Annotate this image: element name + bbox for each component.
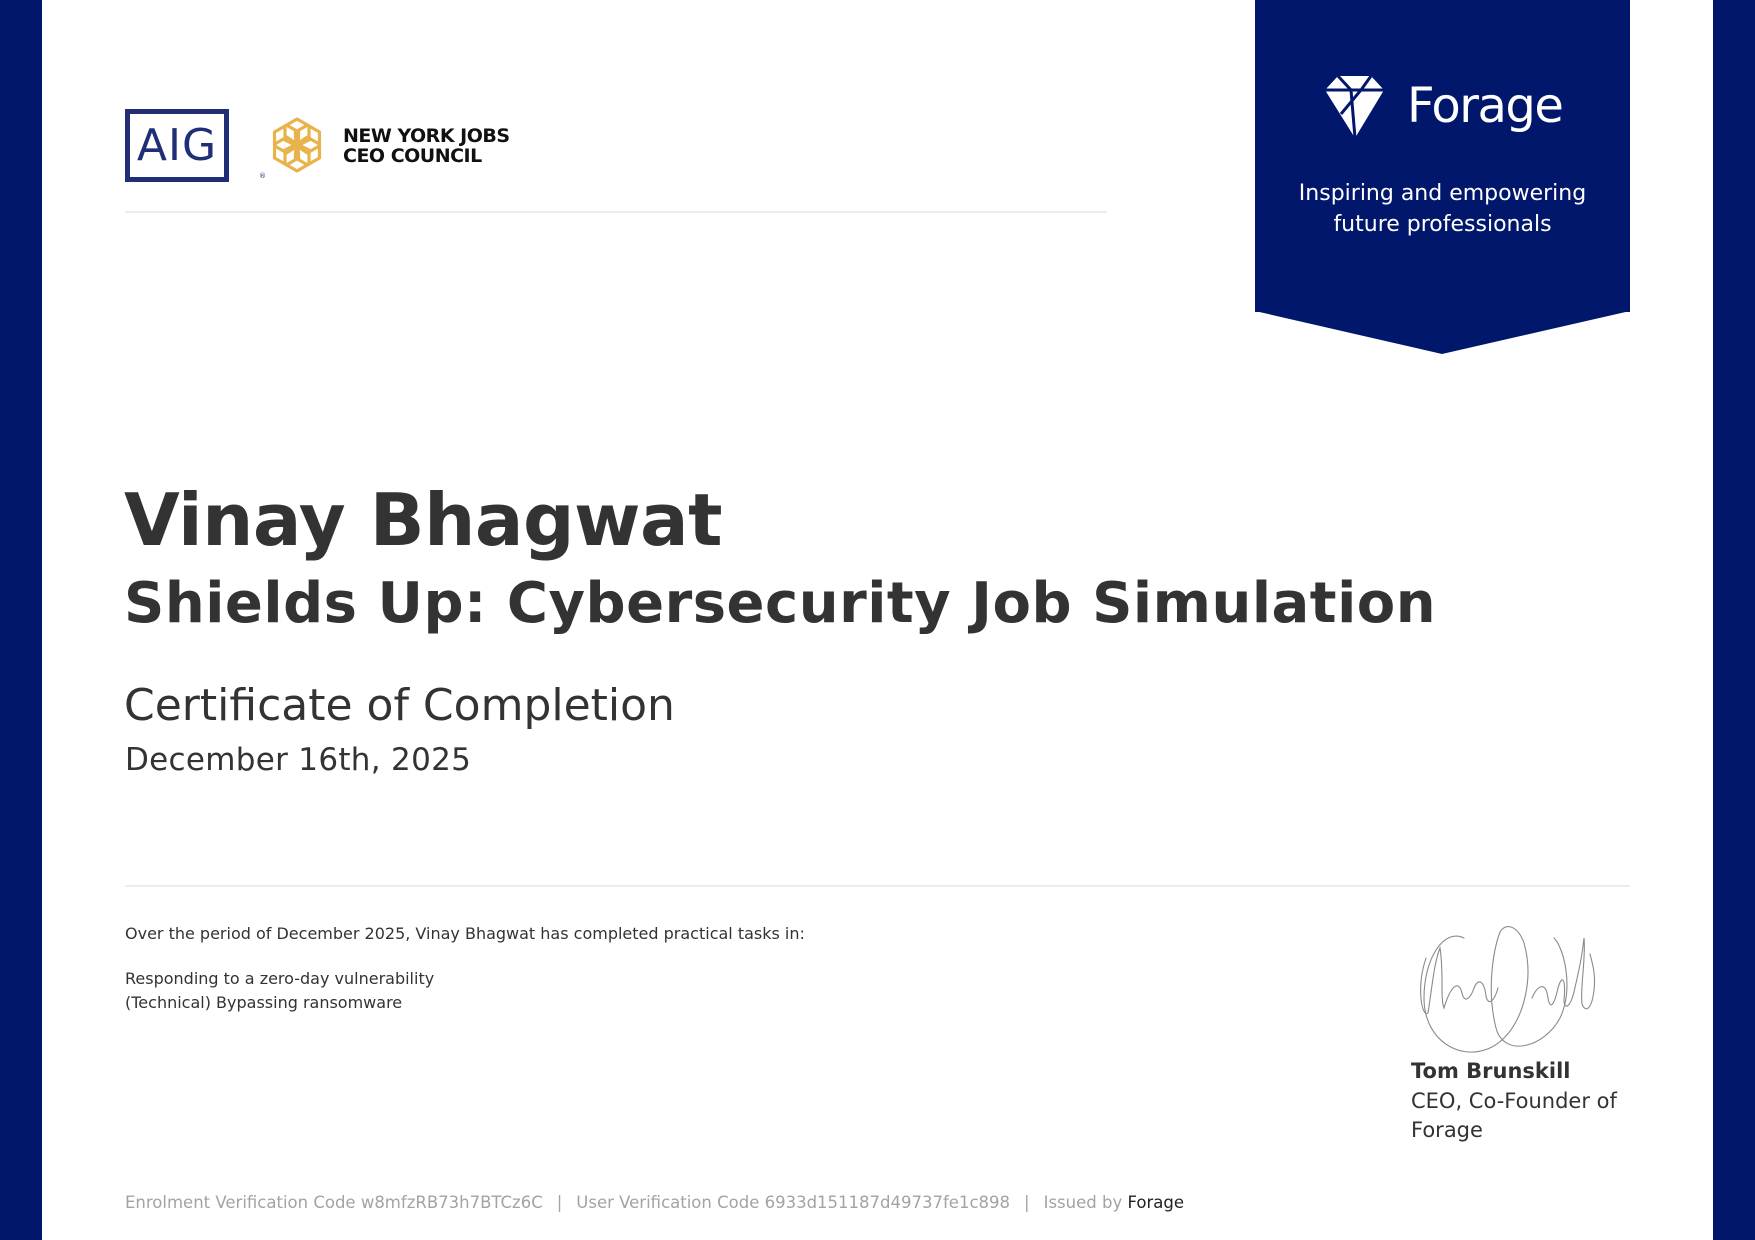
left-border-bar [0, 0, 42, 1240]
footer-separator: | [556, 1193, 563, 1212]
completion-date: December 16th, 2025 [125, 742, 472, 778]
task-item: (Technical) Bypassing ransomware [125, 993, 403, 1012]
nyj-star-icon [269, 116, 325, 174]
registered-mark: ® [259, 172, 266, 180]
header-divider [125, 211, 1107, 213]
nyj-line-2: CEO COUNCIL [343, 145, 482, 167]
completion-summary: Over the period of December 2025, Vinay Bhagwat has completed practical tasks in: [125, 924, 805, 943]
forage-wordmark: Forage [1407, 78, 1563, 134]
issued-by-label: Issued by [1043, 1193, 1123, 1212]
recipient-name: Vinay Bhagwat [124, 478, 723, 562]
tagline-line-2: future professionals [1333, 212, 1552, 237]
enrolment-verification-code: Enrolment Verification Code w8mfzRB73h7BTCz6C [125, 1193, 543, 1212]
forage-tagline [1255, 178, 1630, 240]
program-title: Shields Up: Cybersecurity Job Simulation [124, 571, 1437, 636]
footer-separator: | [1024, 1193, 1030, 1212]
aig-logo-text: AIG [136, 120, 218, 171]
signatory-title: CEO, Co-Founder of Forage [1411, 1089, 1617, 1142]
nyj-council-name [343, 126, 543, 166]
aig-logo [125, 109, 229, 182]
right-border-bar [1713, 0, 1755, 1240]
badge-ribbon-tail [1255, 311, 1630, 355]
user-verification-code: User Verification Code 6933d151187d49737fe1c898 [576, 1193, 1011, 1212]
body-divider [125, 885, 1630, 887]
forage-badge [1255, 0, 1630, 312]
handwritten-signature [1414, 918, 1604, 1060]
task-item: Responding to a zero-day vulnerability [125, 969, 435, 988]
task-list [125, 967, 434, 1015]
issuer-link[interactable]: Forage [1127, 1193, 1184, 1212]
nyj-line-1: NEW YORK JOBS [343, 125, 510, 147]
tagline-line-1: Inspiring and empowering [1298, 181, 1587, 206]
verification-footer [125, 1193, 1184, 1212]
signatory-name: Tom Brunskill [1411, 1059, 1571, 1083]
certificate-type: Certificate of Completion [124, 680, 675, 731]
